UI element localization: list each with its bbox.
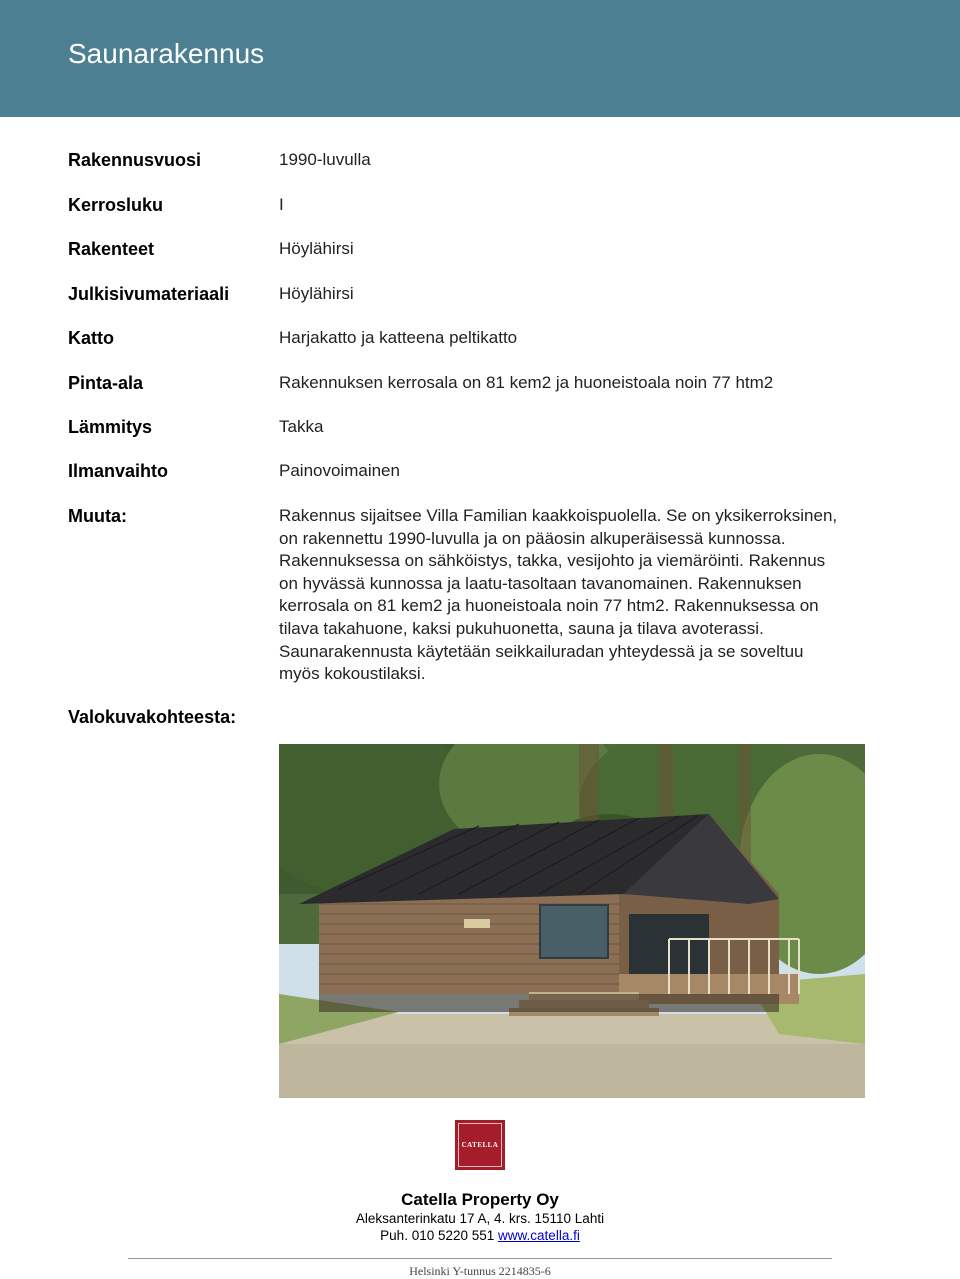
- notes-line: Rakennus sijaitsee Villa Familian kaakkoispuolella. Se on yksikerroksinen,: [279, 506, 838, 525]
- detail-value: Painovoimainen: [279, 461, 400, 480]
- detail-label: Rakenteet: [68, 239, 155, 259]
- company-name: Catella Property Oy: [401, 1190, 559, 1209]
- notes-line: myös kokoustilaksi.: [279, 664, 426, 684]
- notes-line: tilava takahuone, kaksi pukuhuonetta, sauna ja tilava avoterassi.: [279, 618, 764, 638]
- page-title: Saunarakennus: [68, 38, 265, 69]
- detail-value: Rakennuksen kerrosala on 81 kem2 ja huoneistoala noin 77 htm2: [279, 373, 774, 392]
- notes-line: on hyvässä kunnossa ja laatu-tasoltaan tavanomainen. Rakennuksen: [279, 573, 802, 593]
- detail-label: Pinta-ala: [68, 373, 144, 393]
- company-address: Aleksanterinkatu 17 A, 4. krs. 15110 Lahti: [355, 1211, 605, 1226]
- logo-text: CATELLA: [461, 1141, 499, 1149]
- detail-label: Lämmitys: [68, 417, 153, 437]
- notes-line: on rakennettu 1990-luvulla ja on pääosin alkuperäisessä kunnossa.: [279, 528, 786, 548]
- detail-label: Rakennusvuosi: [68, 150, 202, 170]
- footer-divider: [128, 1258, 832, 1259]
- detail-value: Höylähirsi: [279, 239, 354, 258]
- notes-description: [279, 505, 899, 686]
- detail-label: Julkisivumateriaali: [68, 284, 230, 304]
- company-phone: Puh. 010 5220 551: [380, 1228, 495, 1243]
- contact-line: [0, 1228, 960, 1243]
- notes-line: Rakennuksessa on sähköistys, takka, vesijohto ja viemäröinti. Rakennus: [279, 551, 826, 571]
- notes-label: Muuta:: [68, 506, 127, 526]
- page-header: [0, 0, 960, 117]
- notes-line: Saunarakennusta käytetään seikkailuradan yhteydessä ja se soveltuu: [279, 641, 804, 661]
- website-link[interactable]: www.catella.fi: [498, 1228, 580, 1243]
- detail-label: Ilmanvaihto: [68, 461, 169, 481]
- detail-value: I: [279, 195, 284, 214]
- photo-section-label: Valokuvakohteesta:: [68, 707, 237, 727]
- catella-logo: [455, 1120, 505, 1170]
- logo-frame: [458, 1123, 502, 1167]
- detail-label: Kerrosluku: [68, 195, 164, 215]
- detail-label: Katto: [68, 328, 114, 348]
- business-id: Helsinki Y-tunnus 2214835-6: [409, 1264, 551, 1278]
- detail-value: Höylähirsi: [279, 284, 354, 303]
- sauna-building-photo: [279, 744, 865, 1098]
- detail-value: 1990-luvulla: [279, 150, 371, 169]
- detail-value: Takka: [279, 417, 324, 436]
- detail-value: Harjakatto ja katteena peltikatto: [279, 328, 518, 347]
- notes-line: kerrosala on 81 kem2 ja huoneistoala noin 77 htm2. Rakennuksessa on: [279, 596, 819, 616]
